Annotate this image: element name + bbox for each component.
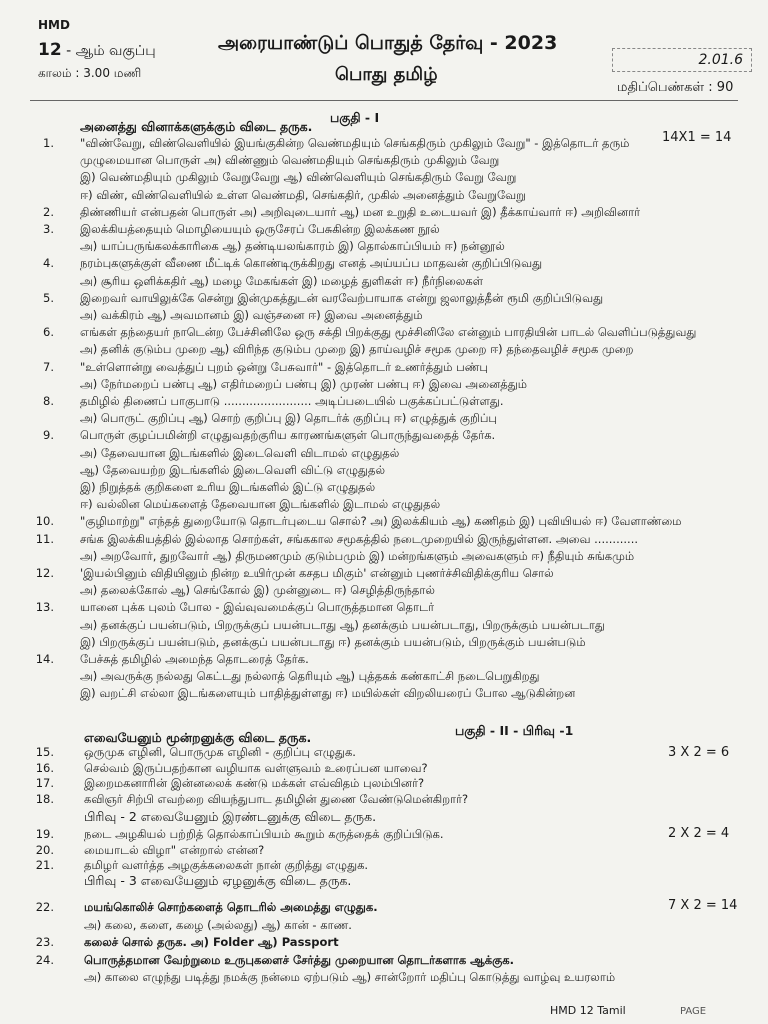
question-number: 4. bbox=[43, 256, 54, 271]
option-text: அ) அறவோர், துறவோர் ஆ) திருமணமும் குடும்பமும் இ) மன்றங்களும் அவைகளும் ஈ) நீதியும் சுங்கமும் bbox=[80, 548, 635, 563]
subject-title: பொது தமிழ் bbox=[335, 64, 438, 85]
part1-score: 14X1 = 14 bbox=[662, 130, 732, 145]
question-text: மயங்கொலிச் சொற்களைத் தொடரில் அமைத்து எழுதுக. bbox=[84, 900, 378, 914]
footer-page: PAGE bbox=[680, 1006, 707, 1017]
total-marks: மதிப்பெண்கள் : 90 bbox=[617, 80, 734, 95]
option-text: அ) தனிக் குடும்ப முறை ஆ) விரிந்த குடும்ப முறை இ) தாய்வழிச் சமூக முறை ஈ) தந்தைவழிச் சமூக முறை bbox=[80, 342, 634, 357]
option-text: ஈ) விண், விண்வெளியில் உள்ள வெண்மதி, செங்கதிர், முகில் அனைத்தும் வேறுவேறு bbox=[80, 187, 526, 202]
question-text: தமிழில் திணைப் பாகுபாடு ........................ அடிப்படையில் பகுக்கப்பட்டுள்ளது. bbox=[80, 394, 504, 408]
question-text: தமிழர் வளர்த்த அழகுக்கலைகள் நான் குறித்து எழுதுக. bbox=[84, 858, 369, 872]
option-text: அ) நேர்மறைப் பண்பு ஆ) எதிர்மறைப் பண்பு இ) முரண் பண்பு ஈ) இவை அனைத்தும் bbox=[80, 376, 527, 391]
option-text: ஆ) தேவையற்ற இடங்களில் இடைவெளி விட்டு எழுதுதல் bbox=[80, 462, 386, 477]
question-number: 2. bbox=[43, 204, 54, 219]
question-number: 17. bbox=[35, 776, 54, 790]
question-number: 22. bbox=[35, 900, 54, 914]
question-number: 1. bbox=[43, 136, 54, 150]
question-text: செல்வம் இருப்பதற்கான வழியாக வள்ளுவம் உரைப்பன யாவை? bbox=[84, 760, 428, 775]
question-number: 12. bbox=[35, 566, 54, 580]
option-text: அ) காலை எழுந்து படித்து நமக்கு நன்மை ஏற்படும் ஆ) சான்றோர் மதிப்பு கொடுத்து வாழ்வு உயரலாம் bbox=[84, 970, 616, 984]
question-text: திண்ணியர் என்பதன் பொருள் அ) அறிவுடையார் ஆ) மன உறுதி உடையவர் இ) தீக்காய்வார் ஈ) அறிவினார் bbox=[80, 204, 641, 219]
option-text: அ) கலை, களை, கழை (அல்லது) ஆ) கான் - காண. bbox=[84, 917, 352, 932]
part2-score: 3 X 2 = 6 bbox=[668, 745, 730, 760]
question-number: 8. bbox=[43, 394, 54, 408]
question-number: 10. bbox=[35, 514, 54, 529]
class-label bbox=[38, 40, 156, 61]
footer-code: HMD 12 Tamil bbox=[550, 1004, 626, 1017]
question-number: 21. bbox=[35, 858, 54, 872]
question-text: "உள்ளொன்று வைத்துப் புறம் ஒன்று பேசுவார்" - இத்தொடர் உணர்த்தும் பண்பு bbox=[80, 359, 488, 374]
question-text: மையாடல் விழா" என்றால் என்ன? bbox=[84, 842, 265, 857]
question-number: 13. bbox=[35, 600, 54, 615]
section3-title: பிரிவு - 3 எவையேனும் ஏழனுக்கு விடை தருக. bbox=[84, 873, 352, 888]
option-text: அ) தலைக்கோல் ஆ) செங்கோல் இ) முன்னுடை ஈ) செழித்திருந்தால் bbox=[80, 583, 435, 598]
question-text: "விண்வேறு, விண்வெளியில் இயங்குகின்ற வெண்மதியும் செங்கதிரும் முகிலும் வேறு" - இத்தொடர் தரும் bbox=[80, 136, 630, 150]
question-number: 3. bbox=[43, 222, 54, 236]
exam-title: அரையாண்டுப் பொதுத் தேர்வு - 2023 bbox=[218, 32, 558, 54]
question-number: 15. bbox=[35, 745, 54, 759]
option-text: அ) தேவையான இடங்களில் இடைவெளி விடாமல் எழுதுதல் bbox=[80, 445, 400, 460]
question-text: இலக்கியத்தையும் மொழியையும் ஒருசேரப் பேசுகின்ற இலக்கண நூல் bbox=[80, 222, 440, 236]
date-box: 2.01.6 bbox=[612, 48, 752, 72]
question-number: 9. bbox=[43, 428, 54, 443]
option-text: அ) தனக்குப் பயன்படும், பிறருக்குப் பயன்படாது ஆ) தனக்கும் பயன்படாது, பிறருக்கும் பயன்படாது bbox=[80, 617, 605, 632]
question-text: யானை புக்க புலம் போல - இவ்வுவமைக்குப் பொருத்தமான தொடர் bbox=[80, 600, 435, 615]
question-number: 14. bbox=[35, 652, 54, 666]
question-number: 16. bbox=[35, 760, 54, 775]
question-number: 20. bbox=[35, 842, 54, 857]
question-number: 23. bbox=[35, 935, 54, 949]
question-text: பேச்சுத் தமிழில் அமைந்த தொடரைத் தேர்க. bbox=[80, 652, 309, 666]
question-text: சங்க இலக்கியத்தில் இல்லாத சொற்கள், சங்ககால சமூகத்தில் நடைமுறையில் இருந்துள்ளன. அவை ............ bbox=[80, 531, 639, 546]
question-number: 18. bbox=[35, 791, 54, 806]
question-text: பொருத்தமான வேற்றுமை உருபுகளைச் சேர்த்து முறையான தொடர்களாக ஆக்குக. bbox=[84, 952, 514, 967]
option-text: அ) பொருட் குறிப்பு ஆ) சொற் குறிப்பு இ) தொடர்க் குறிப்பு ஈ) எழுத்துக் குறிப்பு bbox=[80, 411, 497, 426]
question-text: நடை அழகியல் பற்றித் தொல்காப்பியம் கூறும் கருத்தைக் குறிப்பிடுக. bbox=[84, 827, 444, 841]
section2-title: பிரிவு - 2 எவையேனும் இரண்டனுக்கு விடை தருக. bbox=[84, 809, 377, 824]
question-text: பொருள் குழப்பமின்றி எழுதுவதற்குரிய காரணங்களுள் பொருந்துவதைத் தேர்க. bbox=[80, 428, 496, 443]
class-suffix: - ஆம் வகுப்பு bbox=[66, 43, 156, 59]
part2-instruction: எவையேனும் மூன்றனுக்கு விடை தருக. bbox=[84, 730, 312, 745]
option-text: அ) அவருக்கு நல்லது கெட்டது நல்லாத் தெரியும் ஆ) புத்தகக் கண்காட்சி நடைபெறுகிறது bbox=[80, 669, 540, 684]
question-text: "குழிமாற்று" எந்தத் துறையோடு தொடர்புடைய சொல்? அ) இலக்கியம் ஆ) கணிதம் இ) புவியியல் ஈ) வேளாண்மை bbox=[80, 514, 682, 529]
question-number: 7. bbox=[43, 359, 54, 374]
exam-duration: காலம் : 3.00 மணி bbox=[38, 66, 142, 80]
question-text: எங்கள் தந்தையர் நாடென்ற பேச்சினிலே ஒரு சக்தி பிறக்குது மூச்சினிலே என்னும் பாரதியின் பாடல் வெளிப்படுத்துவது bbox=[80, 325, 697, 340]
question-text: இறைமகனாரின் இன்னலைக் கண்டு மக்கள் எவ்விதம் புலம்பினர்? bbox=[84, 776, 425, 790]
option-text: அ) யாப்பருங்கலக்காரிகை ஆ) தண்டியலங்காரம் இ) தொல்காப்பியம் ஈ) நன்னூல் bbox=[80, 239, 505, 254]
section3-score: 7 X 2 = 14 bbox=[668, 898, 738, 913]
question-number: 11. bbox=[35, 531, 54, 546]
question-text: இறைவர் வாயிலுக்கே சென்று இன்முகத்துடன் வரவேற்பாயாக என்று ஜலாலுத்தீன் ரூமி குறிப்பிடுவது bbox=[80, 290, 604, 305]
question-number: 6. bbox=[43, 325, 54, 340]
option-text: இ) நிறுத்தக் குறிகளை உரிய இடங்களில் இட்டு எழுதுதல் bbox=[80, 480, 376, 494]
header-divider bbox=[30, 100, 738, 101]
part1-title: பகுதி - I bbox=[330, 110, 380, 125]
class-number: 12 bbox=[38, 40, 62, 60]
part1-instruction: அனைத்து வினாக்களுக்கும் விடை தருக. bbox=[80, 119, 313, 134]
paper-code: HMD bbox=[38, 18, 70, 32]
section2-score: 2 X 2 = 4 bbox=[668, 826, 730, 841]
option-text: அ) சூரிய ஒளிக்கதிர் ஆ) மழை மேகங்கள் இ) மழைத் துளிகள் ஈ) நீர்நிலைகள் bbox=[80, 273, 484, 288]
question-number: 24. bbox=[35, 952, 54, 967]
question-text: 'இயல்பினும் விதியினும் நின்ற உயிர்முன் கசதப மிகும்' என்னும் புணர்ச்சிவிதிக்குரிய சொல் bbox=[80, 566, 554, 580]
question-number: 5. bbox=[43, 290, 54, 305]
option-text: இ) வறட்சி எல்லா இடங்களையும் பாதித்துள்ளது ஈ) மயில்கள் விறலியரைப் போல ஆடுகின்றன bbox=[80, 686, 576, 701]
question-text: ஒருமுக எழினி, பொருமுக எழினி - குறிப்பு எழுதுக. bbox=[84, 745, 356, 759]
question-text: கவிஞர் சிற்பி எவற்றை வியந்துபாட தமிழின் துணை வேண்டுமென்கிறார்? bbox=[84, 791, 469, 806]
question-text: கலைச் சொல் தருக. அ) Folder ஆ) Passport bbox=[84, 935, 339, 949]
question-number: 19. bbox=[35, 827, 54, 841]
option-text: ஈ) வல்லின மெய்களைத் தேவையான இடங்களில் இடாமல் எழுதுதல் bbox=[80, 497, 441, 512]
option-text: அ) வக்கிரம் ஆ) அவமானம் இ) வஞ்சனை ஈ) இவை அனைத்தும் bbox=[80, 308, 423, 322]
option-text: இ) பிறருக்குப் பயன்படும், தனக்குப் பயன்படாது ஈ) தனக்கும் பயன்படும், பிறருக்கும் பயன்படும் bbox=[80, 634, 586, 649]
option-text: இ) வெண்மதியும் முகிலும் வேறுவேறு ஆ) விண்வெளியும் செங்கதிரும் வேறு வேறு bbox=[80, 170, 517, 185]
question-text: நரம்புகளுக்குள் வீணை மீட்டிக் கொண்டிருக்கிறது எனத் அய்யப்ப மாதவன் குறிப்பிடுவது bbox=[80, 256, 543, 271]
part2-title: பகுதி - II - பிரிவு -1 bbox=[455, 723, 574, 738]
option-text: முழுமையான பொருள் அ) விண்ணும் வெண்மதியும் செங்கதிரும் முகிலும் வேறு bbox=[80, 153, 500, 168]
